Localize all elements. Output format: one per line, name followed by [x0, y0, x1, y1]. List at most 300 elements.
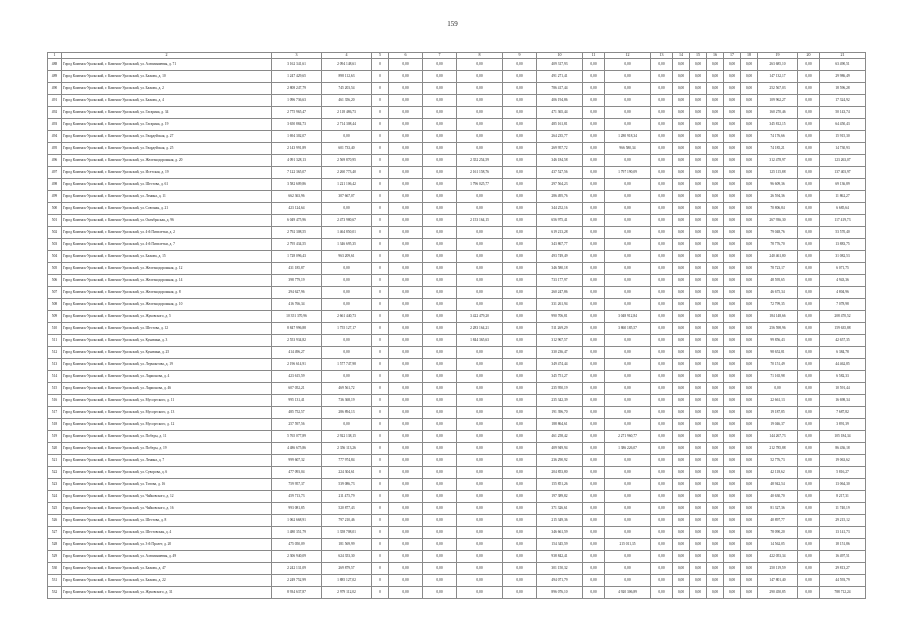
- value-cell: 0,00: [503, 59, 537, 71]
- value-cell: 144 267,73: [758, 431, 798, 443]
- value-cell: 0,00: [583, 347, 605, 359]
- column-number: 4: [322, 53, 372, 59]
- value-cell: 2 775 965,47: [272, 107, 322, 119]
- value-cell: 0,00: [389, 119, 423, 131]
- value-cell: 0,00: [758, 383, 798, 395]
- value-cell: 0,00: [690, 539, 707, 551]
- value-cell: 0,00: [457, 299, 503, 311]
- value-cell: 0,00: [503, 539, 537, 551]
- value-cell: 2 352 254,59: [457, 155, 503, 167]
- value-cell: 0,00: [423, 467, 457, 479]
- value-cell: 0,00: [707, 503, 724, 515]
- value-cell: 0,00: [503, 467, 537, 479]
- value-cell: 0,00: [798, 491, 820, 503]
- value-cell: 0,00: [673, 395, 690, 407]
- value-cell: 0,00: [423, 575, 457, 587]
- value-cell: 0,00: [389, 479, 423, 491]
- value-cell: 0,00: [798, 239, 820, 251]
- table-row: [48, 359, 866, 371]
- address-cell: Город Каменск-Уральский, г. Каменск-Уральский, ул. Суворова, д. 6: [62, 467, 272, 479]
- value-cell: 0,00: [389, 347, 423, 359]
- value-cell: 461 356,20: [322, 95, 372, 107]
- value-cell: 0,00: [457, 383, 503, 395]
- value-cell: 0,00: [457, 431, 503, 443]
- value-cell: 0,00: [389, 263, 423, 275]
- value-cell: 601 733,40: [322, 143, 372, 155]
- value-cell: 1 755 127,17: [322, 323, 372, 335]
- value-cell: 0,00: [651, 299, 673, 311]
- value-cell: 1 346 695,35: [322, 239, 372, 251]
- value-cell: 0: [372, 359, 389, 371]
- value-cell: 6 685,64: [820, 203, 866, 215]
- value-cell: 0,00: [651, 203, 673, 215]
- row-number: 498: [48, 179, 62, 191]
- value-cell: 963 209,61: [322, 251, 372, 263]
- value-cell: 0,00: [583, 443, 605, 455]
- value-cell: 0,00: [389, 191, 423, 203]
- value-cell: 0,00: [423, 359, 457, 371]
- value-cell: 0,00: [741, 227, 758, 239]
- value-cell: 0,00: [651, 455, 673, 467]
- value-cell: 0,00: [605, 119, 651, 131]
- value-cell: 123 263,07: [820, 155, 866, 167]
- column-number: 5: [372, 53, 389, 59]
- value-cell: 371 326,61: [537, 503, 583, 515]
- value-cell: 0,00: [690, 299, 707, 311]
- value-cell: 0,00: [503, 455, 537, 467]
- data-table: [47, 52, 866, 599]
- value-cell: 0,00: [690, 443, 707, 455]
- value-cell: 13 883,75: [820, 239, 866, 251]
- value-cell: 1 358 708,01: [322, 527, 372, 539]
- value-cell: 0,00: [741, 455, 758, 467]
- value-cell: 0,00: [651, 515, 673, 527]
- value-cell: 0,00: [707, 419, 724, 431]
- value-cell: 0,00: [583, 59, 605, 71]
- value-cell: 0,00: [503, 551, 537, 563]
- value-cell: 0,00: [503, 515, 537, 527]
- value-cell: 50 143,74: [820, 107, 866, 119]
- row-number: 507: [48, 287, 62, 299]
- value-cell: 0,00: [673, 539, 690, 551]
- value-cell: 0,00: [583, 311, 605, 323]
- value-cell: 0: [372, 575, 389, 587]
- value-cell: 2 922 138,15: [322, 431, 372, 443]
- value-cell: 1 844 365,63: [457, 335, 503, 347]
- value-cell: 0,00: [741, 71, 758, 83]
- value-cell: 0,00: [605, 491, 651, 503]
- value-cell: 0,00: [673, 275, 690, 287]
- value-cell: 181 569,99: [322, 539, 372, 551]
- value-cell: 0,00: [724, 227, 741, 239]
- value-cell: 197 389,82: [537, 491, 583, 503]
- value-cell: 0,00: [605, 575, 651, 587]
- value-cell: 0,00: [503, 107, 537, 119]
- value-cell: 0,00: [605, 239, 651, 251]
- row-number: 494: [48, 131, 62, 143]
- value-cell: 2 118 486,73: [322, 107, 372, 119]
- value-cell: 0,00: [423, 491, 457, 503]
- value-cell: 0,00: [583, 479, 605, 491]
- value-cell: 0,00: [583, 275, 605, 287]
- value-cell: 0,00: [798, 287, 820, 299]
- value-cell: 204 853,80: [537, 467, 583, 479]
- table-row: [48, 335, 866, 347]
- value-cell: 0,00: [673, 431, 690, 443]
- value-cell: 70 151,49: [758, 359, 798, 371]
- value-cell: 0,00: [503, 383, 537, 395]
- value-cell: 6 582,33: [820, 371, 866, 383]
- value-cell: 0,00: [673, 299, 690, 311]
- value-cell: 0,00: [457, 587, 503, 599]
- value-cell: 0,00: [707, 251, 724, 263]
- value-cell: 0,00: [651, 287, 673, 299]
- value-cell: 0,00: [423, 191, 457, 203]
- value-cell: 0,00: [583, 263, 605, 275]
- value-cell: 0: [372, 551, 389, 563]
- value-cell: 0: [372, 587, 389, 599]
- value-cell: 406 194,86: [537, 95, 583, 107]
- value-cell: 0,00: [423, 587, 457, 599]
- value-cell: 294 627,96: [272, 287, 322, 299]
- address-cell: Город Каменск-Уральский, г. Каменск-Уральский, ул. Чайковского, д. 12: [62, 491, 272, 503]
- value-cell: 0,00: [503, 407, 537, 419]
- address-cell: Город Каменск-Уральский, г. Каменск-Уральский, ул. Союзная, д. 21: [62, 203, 272, 215]
- value-cell: 0,00: [673, 563, 690, 575]
- value-cell: 491 271,41: [537, 71, 583, 83]
- value-cell: 0,00: [423, 527, 457, 539]
- value-cell: 0,00: [690, 107, 707, 119]
- value-cell: 0,00: [690, 575, 707, 587]
- value-cell: 79 048,76: [758, 227, 798, 239]
- value-cell: 52 776,73: [758, 455, 798, 467]
- value-cell: 345 751,27: [537, 371, 583, 383]
- row-number: 493: [48, 119, 62, 131]
- column-number: 17: [724, 53, 741, 59]
- value-cell: 69 136,89: [820, 179, 866, 191]
- value-cell: 1 247 429,65: [272, 71, 322, 83]
- value-cell: 0,00: [389, 83, 423, 95]
- value-cell: 0,00: [423, 443, 457, 455]
- value-cell: 0,00: [741, 395, 758, 407]
- value-cell: 0,00: [651, 431, 673, 443]
- value-cell: 0: [372, 59, 389, 71]
- value-cell: 0: [372, 83, 389, 95]
- address-cell: Город Каменск-Уральский, г. Каменск-Уральский, ул. Бажова, д. 47: [62, 563, 272, 575]
- address-cell: Город Каменск-Уральский, г. Каменск-Уральский, ул. Железнодорожная, д. 8: [62, 287, 272, 299]
- value-cell: 0,00: [389, 131, 423, 143]
- value-cell: 0,00: [423, 143, 457, 155]
- value-cell: 0,00: [651, 191, 673, 203]
- value-cell: 0,00: [457, 479, 503, 491]
- value-cell: 0,00: [389, 203, 423, 215]
- value-cell: 0,00: [583, 131, 605, 143]
- table-row: [48, 275, 866, 287]
- value-cell: 0,00: [651, 419, 673, 431]
- address-cell: Город Каменск-Уральский, г. Каменск-Уральский, ул. Бажова, д. 10: [62, 71, 272, 83]
- value-cell: 0,00: [423, 563, 457, 575]
- table-row: [48, 131, 866, 143]
- address-cell: Город Каменск-Уральский, г. Каменск-Уральский, ул. Чайковского, д. 16: [62, 503, 272, 515]
- value-cell: 6 384,78: [820, 347, 866, 359]
- value-cell: 0,00: [389, 299, 423, 311]
- value-cell: 0,00: [673, 119, 690, 131]
- value-cell: 0,00: [423, 251, 457, 263]
- value-cell: 0,00: [457, 539, 503, 551]
- value-cell: 19 187,85: [758, 407, 798, 419]
- column-number: 1: [48, 53, 62, 59]
- value-cell: 0,00: [457, 455, 503, 467]
- value-cell: 0,00: [583, 323, 605, 335]
- value-cell: 46 675,34: [758, 287, 798, 299]
- value-cell: 0,00: [503, 155, 537, 167]
- value-cell: 264 235,77: [537, 131, 583, 143]
- value-cell: 0,00: [798, 83, 820, 95]
- value-cell: 0,00: [724, 251, 741, 263]
- value-cell: 0,00: [724, 95, 741, 107]
- value-cell: 0: [372, 143, 389, 155]
- value-cell: 349 474,44: [537, 359, 583, 371]
- value-cell: 0: [372, 287, 389, 299]
- value-cell: 539 086,73: [322, 479, 372, 491]
- value-cell: 2 661 440,73: [322, 311, 372, 323]
- value-cell: 0,00: [389, 431, 423, 443]
- value-cell: 0,00: [651, 407, 673, 419]
- value-cell: 0,00: [503, 299, 537, 311]
- value-cell: 0,00: [707, 515, 724, 527]
- value-cell: 0,00: [583, 155, 605, 167]
- value-cell: 40 897,77: [758, 515, 798, 527]
- value-cell: 0,00: [798, 515, 820, 527]
- value-cell: 63 490,51: [820, 59, 866, 71]
- value-cell: 0,00: [741, 503, 758, 515]
- value-cell: 0,00: [690, 155, 707, 167]
- value-cell: 0,00: [389, 107, 423, 119]
- table-row: [48, 59, 866, 71]
- value-cell: 13 064,30: [820, 479, 866, 491]
- value-cell: 105 184,34: [820, 431, 866, 443]
- value-cell: 0: [372, 491, 389, 503]
- value-cell: 0,00: [423, 59, 457, 71]
- value-cell: 0,00: [707, 335, 724, 347]
- value-cell: 0,00: [741, 347, 758, 359]
- row-number: 503: [48, 239, 62, 251]
- row-number: 502: [48, 227, 62, 239]
- value-cell: 0,00: [673, 491, 690, 503]
- row-number: 515: [48, 383, 62, 395]
- value-cell: 656 975,41: [537, 215, 583, 227]
- value-cell: 0,00: [798, 119, 820, 131]
- value-cell: 0,00: [690, 563, 707, 575]
- value-cell: 7 122 365,07: [272, 167, 322, 179]
- value-cell: 0,00: [605, 179, 651, 191]
- value-cell: 0,00: [651, 251, 673, 263]
- value-cell: 0,00: [707, 191, 724, 203]
- value-cell: 0,00: [690, 239, 707, 251]
- value-cell: 0,00: [798, 227, 820, 239]
- value-cell: 0,00: [724, 155, 741, 167]
- value-cell: 0,00: [741, 107, 758, 119]
- value-cell: 2 714 308,44: [322, 119, 372, 131]
- value-cell: 0,00: [651, 479, 673, 491]
- value-cell: 0,00: [423, 407, 457, 419]
- value-cell: 0,00: [583, 587, 605, 599]
- value-cell: 0,00: [423, 131, 457, 143]
- value-cell: 0,00: [457, 131, 503, 143]
- value-cell: 511 269,29: [537, 323, 583, 335]
- value-cell: 147 132,17: [758, 71, 798, 83]
- table-row: [48, 371, 866, 383]
- value-cell: 0,00: [690, 203, 707, 215]
- value-cell: 0: [372, 467, 389, 479]
- value-cell: 0,00: [690, 419, 707, 431]
- value-cell: 0,00: [690, 431, 707, 443]
- table-row: [48, 347, 866, 359]
- value-cell: 0: [372, 227, 389, 239]
- value-cell: 0,00: [651, 239, 673, 251]
- value-cell: 0,00: [707, 407, 724, 419]
- value-cell: 0,00: [651, 359, 673, 371]
- value-cell: 520 877,43: [322, 503, 372, 515]
- address-cell: Город Каменск-Уральский, г. Каменск-Уральский, ул. Ленина, д. 7: [62, 455, 272, 467]
- value-cell: 0,00: [690, 503, 707, 515]
- value-cell: 0,00: [707, 563, 724, 575]
- value-cell: 0,00: [707, 383, 724, 395]
- table-row: [48, 155, 866, 167]
- value-cell: 224 304,61: [322, 467, 372, 479]
- value-cell: 0,00: [724, 491, 741, 503]
- value-cell: 29 215,12: [820, 515, 866, 527]
- value-cell: 0,00: [389, 575, 423, 587]
- value-cell: 0,00: [605, 83, 651, 95]
- value-cell: 0: [372, 71, 389, 83]
- value-cell: 0,00: [457, 467, 503, 479]
- value-cell: 0,00: [389, 419, 423, 431]
- value-cell: 0,00: [457, 371, 503, 383]
- value-cell: 0,00: [741, 335, 758, 347]
- value-cell: 0,00: [457, 419, 503, 431]
- value-cell: 78 723,17: [758, 263, 798, 275]
- value-cell: 0,00: [457, 95, 503, 107]
- column-number: 12: [605, 53, 651, 59]
- value-cell: 0,00: [651, 347, 673, 359]
- row-number: 523: [48, 479, 62, 491]
- value-cell: 0,00: [707, 551, 724, 563]
- value-cell: 346 184,58: [537, 155, 583, 167]
- value-cell: 0,00: [583, 143, 605, 155]
- value-cell: 0,00: [457, 239, 503, 251]
- value-cell: 0,00: [389, 443, 423, 455]
- value-cell: 0,00: [423, 95, 457, 107]
- value-cell: 0,00: [457, 491, 503, 503]
- value-cell: 99 856,43: [758, 335, 798, 347]
- value-cell: 0,00: [798, 539, 820, 551]
- value-cell: 0: [372, 395, 389, 407]
- value-cell: 0,00: [605, 107, 651, 119]
- value-cell: 0,00: [503, 443, 537, 455]
- value-cell: 0,00: [605, 455, 651, 467]
- value-cell: 0,00: [741, 563, 758, 575]
- value-cell: 0: [372, 179, 389, 191]
- value-cell: 0,00: [651, 503, 673, 515]
- row-number: 496: [48, 155, 62, 167]
- value-cell: 0,00: [605, 503, 651, 515]
- value-cell: 0,00: [798, 275, 820, 287]
- value-cell: 0,00: [389, 95, 423, 107]
- value-cell: 0,00: [651, 311, 673, 323]
- value-cell: 0,00: [503, 215, 537, 227]
- value-cell: 0: [372, 311, 389, 323]
- value-cell: 0,00: [605, 563, 651, 575]
- value-cell: 0: [372, 371, 389, 383]
- table-row: [48, 191, 866, 203]
- value-cell: 0,00: [798, 143, 820, 155]
- value-cell: 0,00: [605, 275, 651, 287]
- value-cell: 0,00: [798, 359, 820, 371]
- value-cell: 0,00: [798, 455, 820, 467]
- value-cell: 1 221 106,42: [322, 179, 372, 191]
- value-cell: 0,00: [651, 371, 673, 383]
- value-cell: 14 730,93: [820, 143, 866, 155]
- value-cell: 431 185,87: [272, 263, 322, 275]
- value-cell: 0,00: [707, 59, 724, 71]
- value-cell: 619 213,28: [537, 227, 583, 239]
- value-cell: 0,00: [707, 131, 724, 143]
- value-cell: 1 796 025,77: [457, 179, 503, 191]
- value-cell: 0,00: [673, 83, 690, 95]
- value-cell: 0,00: [673, 443, 690, 455]
- value-cell: 71 165,98: [758, 371, 798, 383]
- value-cell: 0,00: [423, 311, 457, 323]
- value-cell: 0,00: [724, 83, 741, 95]
- table-row: [48, 407, 866, 419]
- value-cell: 8 847 996,88: [272, 323, 322, 335]
- column-number: 3: [272, 53, 322, 59]
- value-cell: 0,00: [583, 215, 605, 227]
- value-cell: 0,00: [503, 323, 537, 335]
- value-cell: 0,00: [503, 575, 537, 587]
- address-cell: Город Каменск-Уральский, г. Каменск-Уральский, ул. Бажова, д. 15: [62, 251, 272, 263]
- value-cell: 0,00: [707, 71, 724, 83]
- value-cell: 0,00: [673, 479, 690, 491]
- value-cell: 1 728 096,43: [272, 251, 322, 263]
- value-cell: 0,00: [673, 527, 690, 539]
- value-cell: 0,00: [503, 95, 537, 107]
- address-cell: Город Каменск-Уральский, г. Каменск-Уральский, ул. Железнодорожная, д. 12: [62, 263, 272, 275]
- value-cell: 2 553 934,82: [272, 335, 322, 347]
- value-cell: 0,00: [457, 227, 503, 239]
- value-cell: 0,00: [322, 335, 372, 347]
- value-cell: 78 776,70: [758, 239, 798, 251]
- address-cell: Город Каменск-Уральский, г. Каменск-Уральский, ул. Победы, д. 19: [62, 443, 272, 455]
- row-number: 490: [48, 83, 62, 95]
- value-cell: 0,00: [741, 407, 758, 419]
- value-cell: 662 363,96: [272, 191, 322, 203]
- value-cell: 0,00: [423, 431, 457, 443]
- row-number: 511: [48, 335, 62, 347]
- value-cell: 269 957,72: [537, 143, 583, 155]
- value-cell: 0,00: [651, 551, 673, 563]
- value-cell: 0,00: [690, 71, 707, 83]
- value-cell: 437 527,56: [537, 167, 583, 179]
- value-cell: 3 860 185,57: [605, 323, 651, 335]
- value-cell: 0,00: [741, 155, 758, 167]
- value-cell: 2 979 112,02: [322, 587, 372, 599]
- value-cell: 0,00: [651, 83, 673, 95]
- value-cell: 0,00: [741, 203, 758, 215]
- value-cell: 0,00: [673, 227, 690, 239]
- value-cell: 0,00: [690, 383, 707, 395]
